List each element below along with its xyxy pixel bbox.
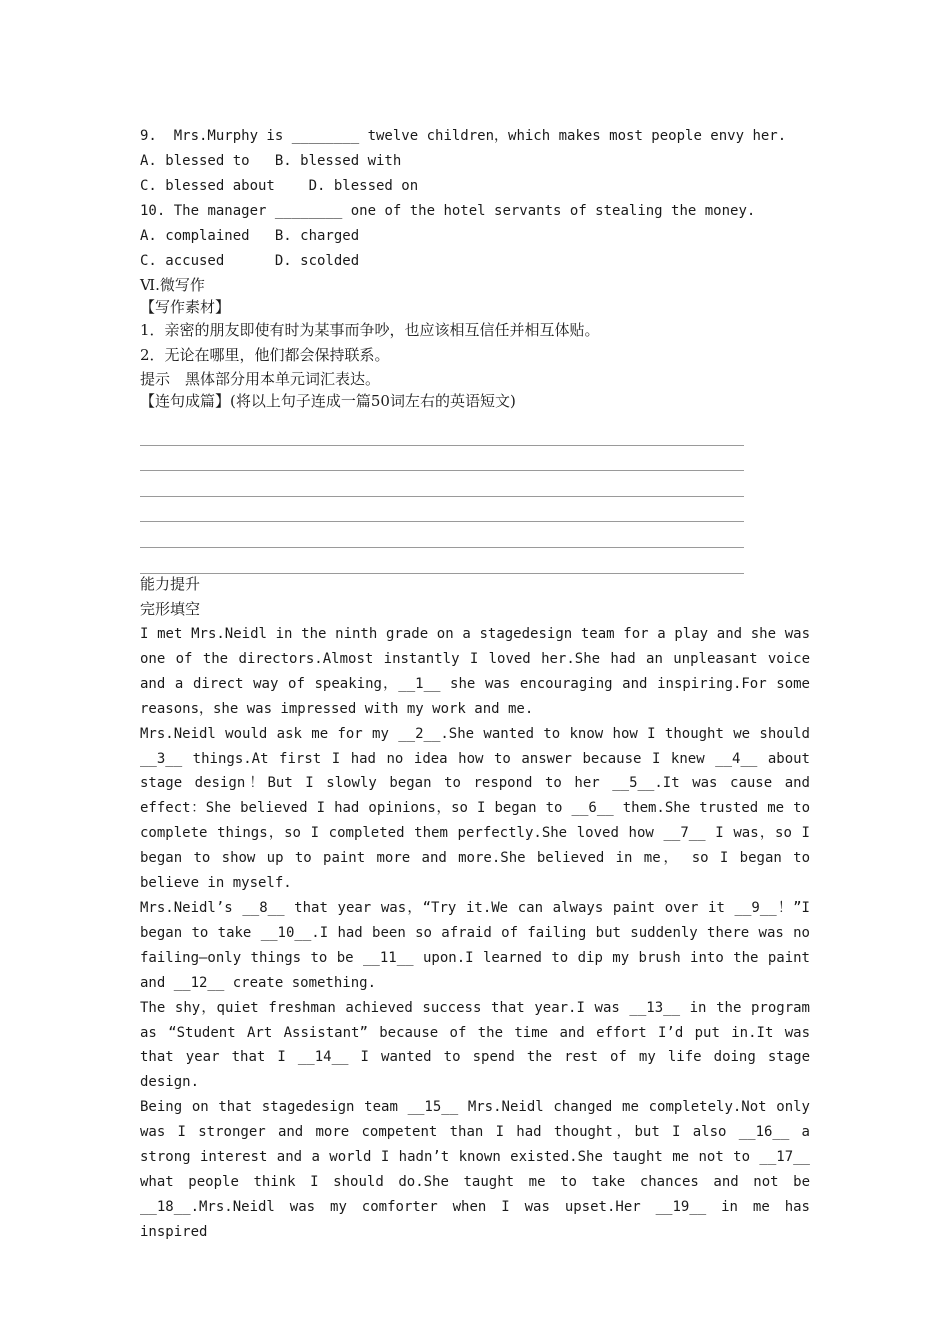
question-stem: Mrs.Murphy is ________ twelve children，which makes most people envy her.	[173, 128, 787, 144]
answer-lines	[140, 420, 810, 574]
question-10	[140, 199, 810, 224]
writing-section	[140, 274, 810, 412]
question-9-options-ab: A. blessed to B. blessed with	[140, 153, 402, 169]
section-title: Ⅵ.微写作	[140, 276, 205, 294]
question-number: 10.	[140, 203, 166, 219]
hint-text: 提示 黑体部分用本单元词汇表达。	[140, 370, 381, 388]
material-title: 【写作素材】	[140, 298, 231, 316]
question-9	[140, 124, 810, 149]
cloze-paragraph: Mrs.Neidl’s __8__ that year was，“Try it.We can always paint over it __9__！”I began to take __10__.I had been so afraid of failing but suddenly there was no failing—only things to be __11__ upon.I learned to dip my brush into the paint and __12__ create something.	[140, 899, 810, 991]
cloze-passage	[140, 622, 810, 1245]
answer-line[interactable]	[140, 446, 744, 472]
multiple-choice-section	[140, 124, 810, 274]
answer-line[interactable]	[140, 522, 744, 548]
answer-line[interactable]	[140, 497, 744, 523]
cloze-paragraph: Mrs.Neidl would ask me for my __2__.She wanted to know how I thought we should __3__ things.At first I had no idea how to answer because I knew __4__ about stage design！But I slowly began to respond to her __5__.It was cause and effect：She believed I had opinions，so I began to __6__ them.She trusted me to complete things，so I completed them perfectly.She loved how __7__ I was，so I began to show up to paint more and more.She believed in me， so I began to believe in myself.	[140, 725, 810, 892]
question-9-options-cd: C. blessed about D. blessed on	[140, 178, 419, 194]
cloze-paragraph: Being on that stagedesign team __15__ Mrs.Neidl changed me completely.Not only was I stronger and more competent than I had thought，but I also __16__ a strong interest and a world I hadn’t known existed.She taught me not to __17__ what people think I should do.She taught me to take chances and not be __18__.Mrs.Neidl was my comforter when I was upset.Her __19__ in me has inspired	[140, 1099, 810, 1240]
material-item-1: 1．亲密的朋友即使有时为某事而争吵，也应该相互信任并相互体贴。	[140, 321, 600, 339]
material-item-2: 2．无论在哪里，他们都会保持联系。	[140, 346, 390, 364]
answer-line[interactable]	[140, 548, 744, 574]
ability-title: 能力提升	[140, 575, 201, 593]
question-10-options-cd: C. accused D. scolded	[140, 253, 360, 269]
question-10-options-ab: A. complained B. charged	[140, 228, 360, 244]
answer-line[interactable]	[140, 420, 744, 446]
question-stem: The manager ________ one of the hotel servants of stealing the money.	[173, 203, 756, 219]
compose-title: 【连句成篇】(将以上句子连成一篇50词左右的英语短文)	[140, 392, 516, 410]
cloze-paragraph: The shy，quiet freshman achieved success that year.I was __13__ in the program as “Student Art Assistant” because of the time and effort I’d put in.It was that year that I __14__ I wanted to spend the rest of my life doing stage design.	[140, 999, 810, 1091]
ability-section-header	[140, 572, 810, 622]
question-number: 9.	[140, 128, 157, 144]
cloze-title: 完形填空	[140, 600, 201, 618]
answer-line[interactable]	[140, 471, 744, 497]
cloze-paragraph: I met Mrs.Neidl in the ninth grade on a stagedesign team for a play and she was one of the directors.Almost instantly I loved her.She had an unpleasant voice and a direct way of speaking，__1__ she was encouraging and inspiring.For some reasons，she was impressed with my work and me.	[140, 626, 810, 717]
